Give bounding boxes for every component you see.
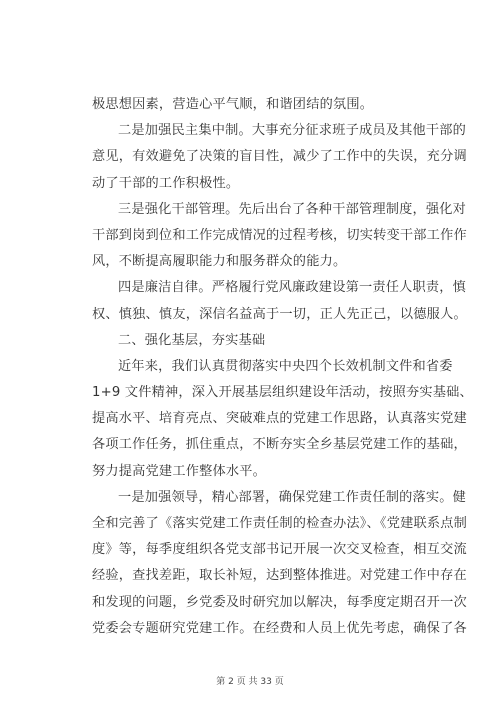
document-body <box>92 92 473 642</box>
text-line: 一是加强领导，精心部署，确保党建工作责任制的落实。健 <box>118 489 467 505</box>
text-line: 1+9 文件精神，深入开展基层组织建设年活动，按照夯实基础、 <box>92 385 473 401</box>
text-line: 和发现的问题，乡党委及时研究加以解决，每季度定期召开一次 <box>92 594 467 610</box>
text-line: 干部到岗到位和工作完成情况的过程考核，切实转变干部工作作 <box>92 227 467 243</box>
text-line: 二、强化基层，夯实基础 <box>118 332 266 348</box>
text-line: 风，不断提高履职能力和服务群众的能力。 <box>92 254 347 270</box>
text-line: 极思想因素，营造心平气顺，和谐团结的氛围。 <box>92 97 374 112</box>
text-line: 各项工作任务，抓住重点，不断夯实全乡基层党建工作的基础， <box>92 437 467 453</box>
page-footer: 第 2 页 共 33 页 <box>216 677 284 687</box>
text-line: 度》等，每季度组织各党支部书记开展一次交叉检查，相互交流 <box>92 542 467 558</box>
text-line: 四是廉洁自律。严格履行党风廉政建设第一责任人职责，慎 <box>118 280 467 296</box>
text-line: 意见，有效避免了决策的盲目性，减少了工作中的失误，充分调 <box>92 149 467 165</box>
text-line: 党委会专题研究党建工作。在经费和人员上优先考虑，确保了各 <box>92 620 467 636</box>
text-line: 三是强化干部管理。先后出台了各种干部管理制度，强化对 <box>118 201 467 217</box>
text-line: 二是加强民主集中制。大事充分征求班子成员及其他干部的 <box>118 123 467 139</box>
text-line: 近年来，我们认真贯彻落实中央四个长效机制文件和省委 <box>118 358 453 374</box>
text-line: 提高水平、培育亮点、突破难点的党建工作思路，认真落实党建 <box>92 411 467 427</box>
text-line: 努力提高党建工作整体水平。 <box>92 463 267 479</box>
text-line: 经验，查找差距，取长补短，达到整体推进。对党建工作中存在 <box>92 568 467 584</box>
text-line: 权、慎独、慎友，深信名益高于一切，正人先正己，以德服人。 <box>92 306 467 322</box>
text-line: 动了干部的工作积极性。 <box>92 175 240 191</box>
text-line: 全和完善了《落实党建工作责任制的检查办法》、《党建联系点制 <box>92 516 468 531</box>
